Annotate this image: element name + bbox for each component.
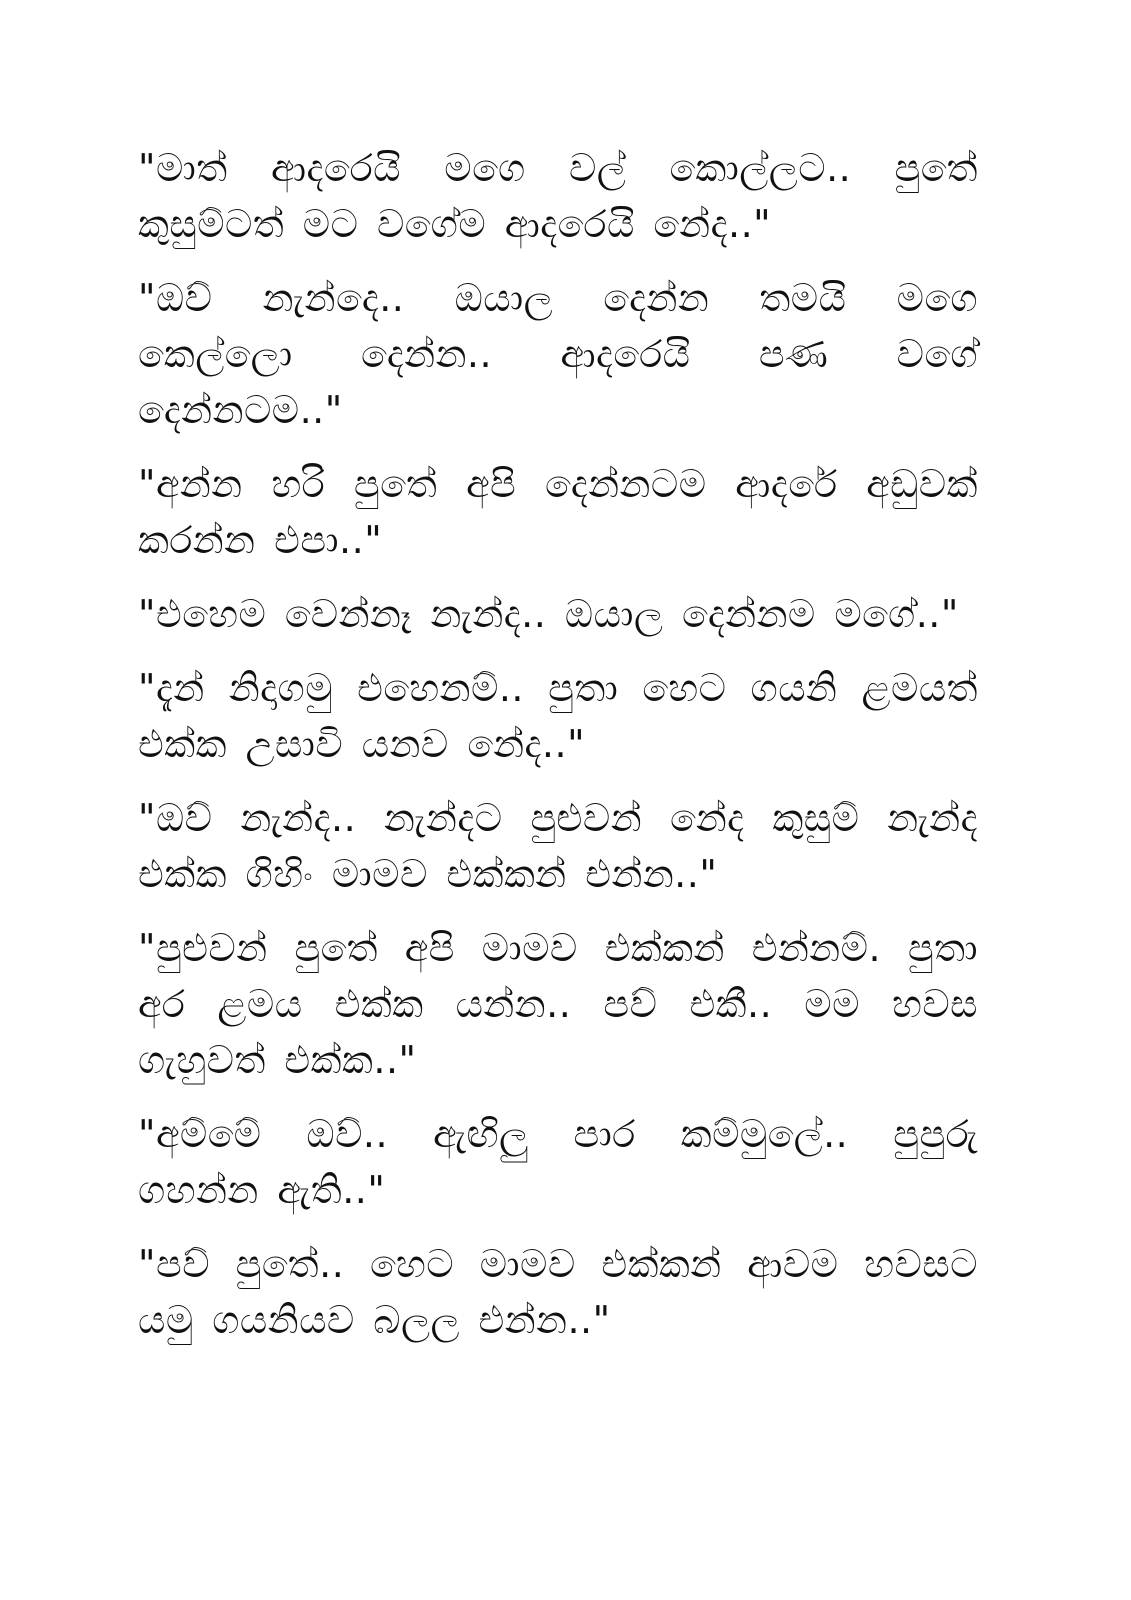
dialogue-paragraph: "අන්න හරි පුතේ අපි දෙන්නටම ආදරේ අඩුවක් කරන්න එපා.." — [138, 462, 978, 562]
dialogue-paragraph: "මාත් ආදරෙයි මගෙ වල් කොල්ලට.. පුතේ කුසුම්ටත් මට වගේම ආදරෙයි නේද.." — [138, 146, 978, 246]
document-body — [138, 140, 978, 1366]
dialogue-paragraph: "ඔව් නැන්දෙ.. ඔයාල දෙන්න තමයි මගෙ කෙල්ලො දෙන්න.. ආදරෙයි පණ වගේ දෙන්නටම.." — [138, 276, 978, 432]
dialogue-paragraph: "පව් පුතේ.. හෙට මාමව එක්කන් ආවම හවසට යමු ගයනියව බලල එන්න.." — [138, 1242, 978, 1342]
dialogue-paragraph: "එහෙම වෙන්නෑ නැන්ද.. ඔයාල දෙන්නම මගේ.." — [138, 592, 959, 636]
dialogue-paragraph: "ඔව් නැන්ද.. නැන්දට පුළුවන් නේද කුසුම් නැන්ද එක්ක ගිහිං මාමව එක්කන් එන්න.." — [138, 796, 978, 896]
dialogue-paragraph: "දැන් නිදාගමු එහෙනම්.. පුතා හෙට ගයනි ළමයත් එක්ක උසාවි යනව නේද.." — [138, 666, 978, 766]
dialogue-paragraph: "පුළුවන් පුතේ අපි මාමව එක්කන් එන්නම්. පුතා අර ළමය එක්ක යන්න.. පව් එකී.. මම හවස ගැහුවත් එක්ක.." — [138, 926, 978, 1082]
dialogue-paragraph: "අම්මේ ඔව්.. ඇඟිලු පාර කම්මුලේ.. පුපුරු ගහන්න ඇති.." — [138, 1112, 978, 1212]
